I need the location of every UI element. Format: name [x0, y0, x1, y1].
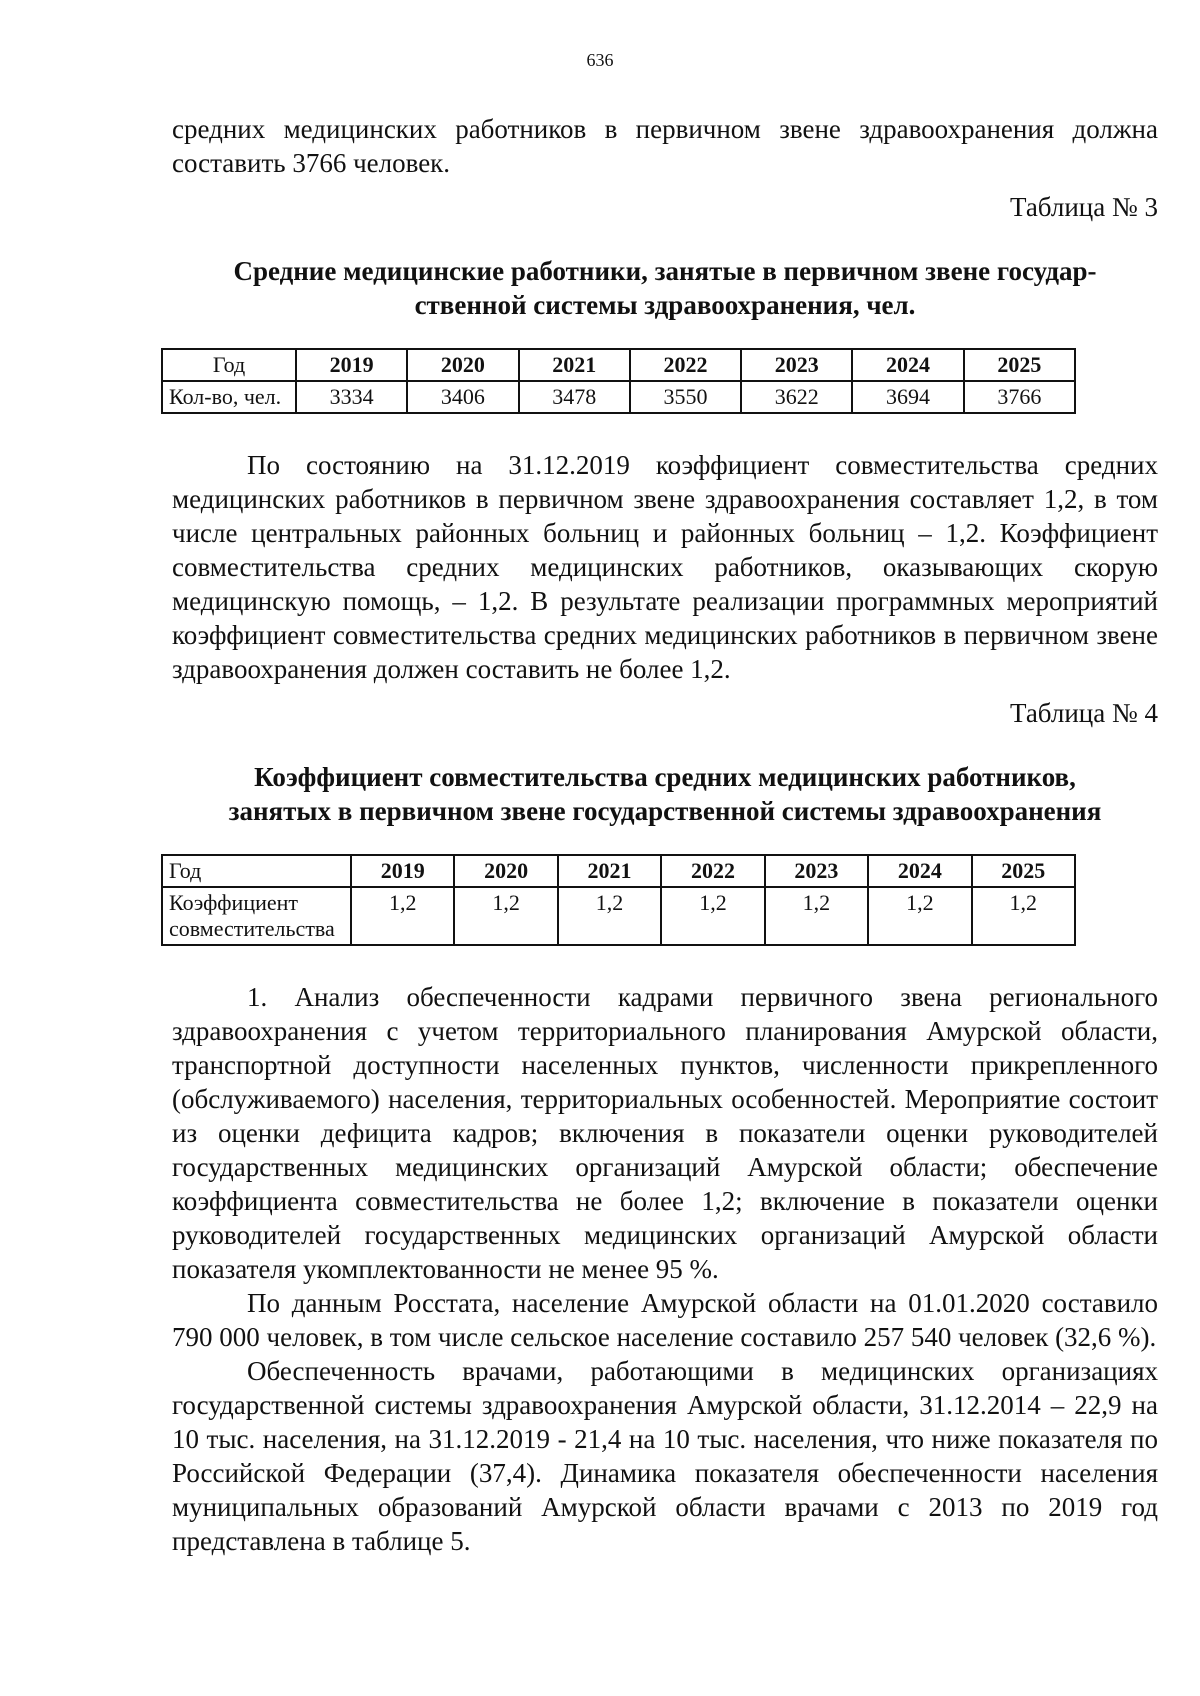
table3-year: 2022 — [630, 349, 741, 381]
table4-year: 2020 — [454, 855, 557, 887]
table4-year: 2025 — [972, 855, 1075, 887]
paragraph-2: 1. Анализ обеспеченности кадрами первичного звена регионального здравоохранения с учетом территориального планирования Амурской области, транспортной доступности населенных пунктов, численности прикрепленного (обслуживаемого) населения, территориальных особенностей. Мероприятие состоит из оценки дефицита кадров; включения в показатели оценки руководителей государственных медицинских организаций Амурской области; обеспечение коэффициента совместительства не более 1,2; включение в показатели оценки руководителей государственных медицинских организаций Амурской области показателя укомплектованности не менее 95 %. — [172, 982, 1158, 1284]
table3-value: 3766 — [964, 381, 1075, 413]
table3-year: 2019 — [296, 349, 407, 381]
table4-value-row — [162, 887, 1075, 945]
table4-value: 1,2 — [972, 887, 1075, 945]
table3-header-label: Год — [162, 349, 296, 381]
table4-row-label: Коэффициент совместительства — [162, 887, 351, 945]
table3-title-line2: ственной системы здравоохранения, чел. — [414, 290, 916, 320]
table4-year: 2022 — [661, 855, 764, 887]
table3-value: 3406 — [407, 381, 518, 413]
document-body — [169, 112, 1158, 1558]
table3-title-line1: Средние медицинские работники, занятые в первичном звене государ- — [233, 256, 1097, 286]
table4-year: 2019 — [351, 855, 454, 887]
table4-title-line1: Коэффициент совместительства средних медицинских работников, — [254, 762, 1076, 792]
table4-label: Таблица № 4 — [1010, 698, 1158, 728]
table3-label: Таблица № 3 — [1010, 192, 1158, 222]
table3-year: 2023 — [741, 349, 852, 381]
table4-value: 1,2 — [868, 887, 971, 945]
table4-year: 2024 — [868, 855, 971, 887]
table4-value: 1,2 — [558, 887, 661, 945]
table4-value: 1,2 — [765, 887, 868, 945]
table3-year: 2021 — [519, 349, 630, 381]
table3-value: 3622 — [741, 381, 852, 413]
table3-title — [172, 254, 1158, 322]
table3 — [161, 348, 1076, 414]
table4-value: 1,2 — [351, 887, 454, 945]
table4-value: 1,2 — [661, 887, 764, 945]
table4-year: 2023 — [765, 855, 868, 887]
table3-year: 2025 — [964, 349, 1075, 381]
page-number: 636 — [586, 50, 614, 70]
table4-value: 1,2 — [454, 887, 557, 945]
table3-value: 3694 — [852, 381, 963, 413]
paragraph-4: Обеспеченность врачами, работающими в медицинских организациях государственной системы здравоохранения Амурской области, 31.12.2014 – 22,9 на 10 тыс. населения, на 31.12.2019 - 21,4 на 10 тыс. населения, что ниже показателя по Российской Федерации (37,4). Динамика показателя обеспеченности населения муниципальных образований Амурской области врачами с 2013 по 2019 год представлена в таблице 5. — [172, 1356, 1158, 1556]
table4-title — [172, 760, 1158, 828]
table3-header-row — [162, 349, 1075, 381]
table3-value: 3550 — [630, 381, 741, 413]
paragraph-3: По данным Росстата, население Амурской области на 01.01.2020 составило 790 000 человек, в том числе сельское население составило 257 540 человек (32,6 %). — [172, 1288, 1158, 1352]
table4-year: 2021 — [558, 855, 661, 887]
table4-header-label: Год — [162, 855, 351, 887]
table3-value-row — [162, 381, 1075, 413]
table3-row-label: Кол-во, чел. — [162, 381, 296, 413]
table3-value: 3478 — [519, 381, 630, 413]
table3-year: 2024 — [852, 349, 963, 381]
table3-year: 2020 — [407, 349, 518, 381]
intro-text: средних медицинских работников в первичном звене здравоохранения должна составить 3766 человек. — [172, 114, 1158, 178]
paragraph-1: По состоянию на 31.12.2019 коэффициент совместительства средних медицинских работников в первичном звене здравоохранения составляет 1,2, в том числе центральных районных больниц и районных больниц – 1,2. Коэффициент совместительства средних медицинских работников, оказывающих скорую медицинскую помощь, – 1,2. В результате реализации программных мероприятий коэффициент совместительства средних медицинских работников в первичном звене здравоохранения должен составить не более 1,2. — [172, 450, 1158, 684]
table4-header-row — [162, 855, 1075, 887]
table3-value: 3334 — [296, 381, 407, 413]
table4 — [161, 854, 1076, 946]
table4-title-line2: занятых в первичном звене государственной системы здравоохранения — [228, 796, 1102, 826]
